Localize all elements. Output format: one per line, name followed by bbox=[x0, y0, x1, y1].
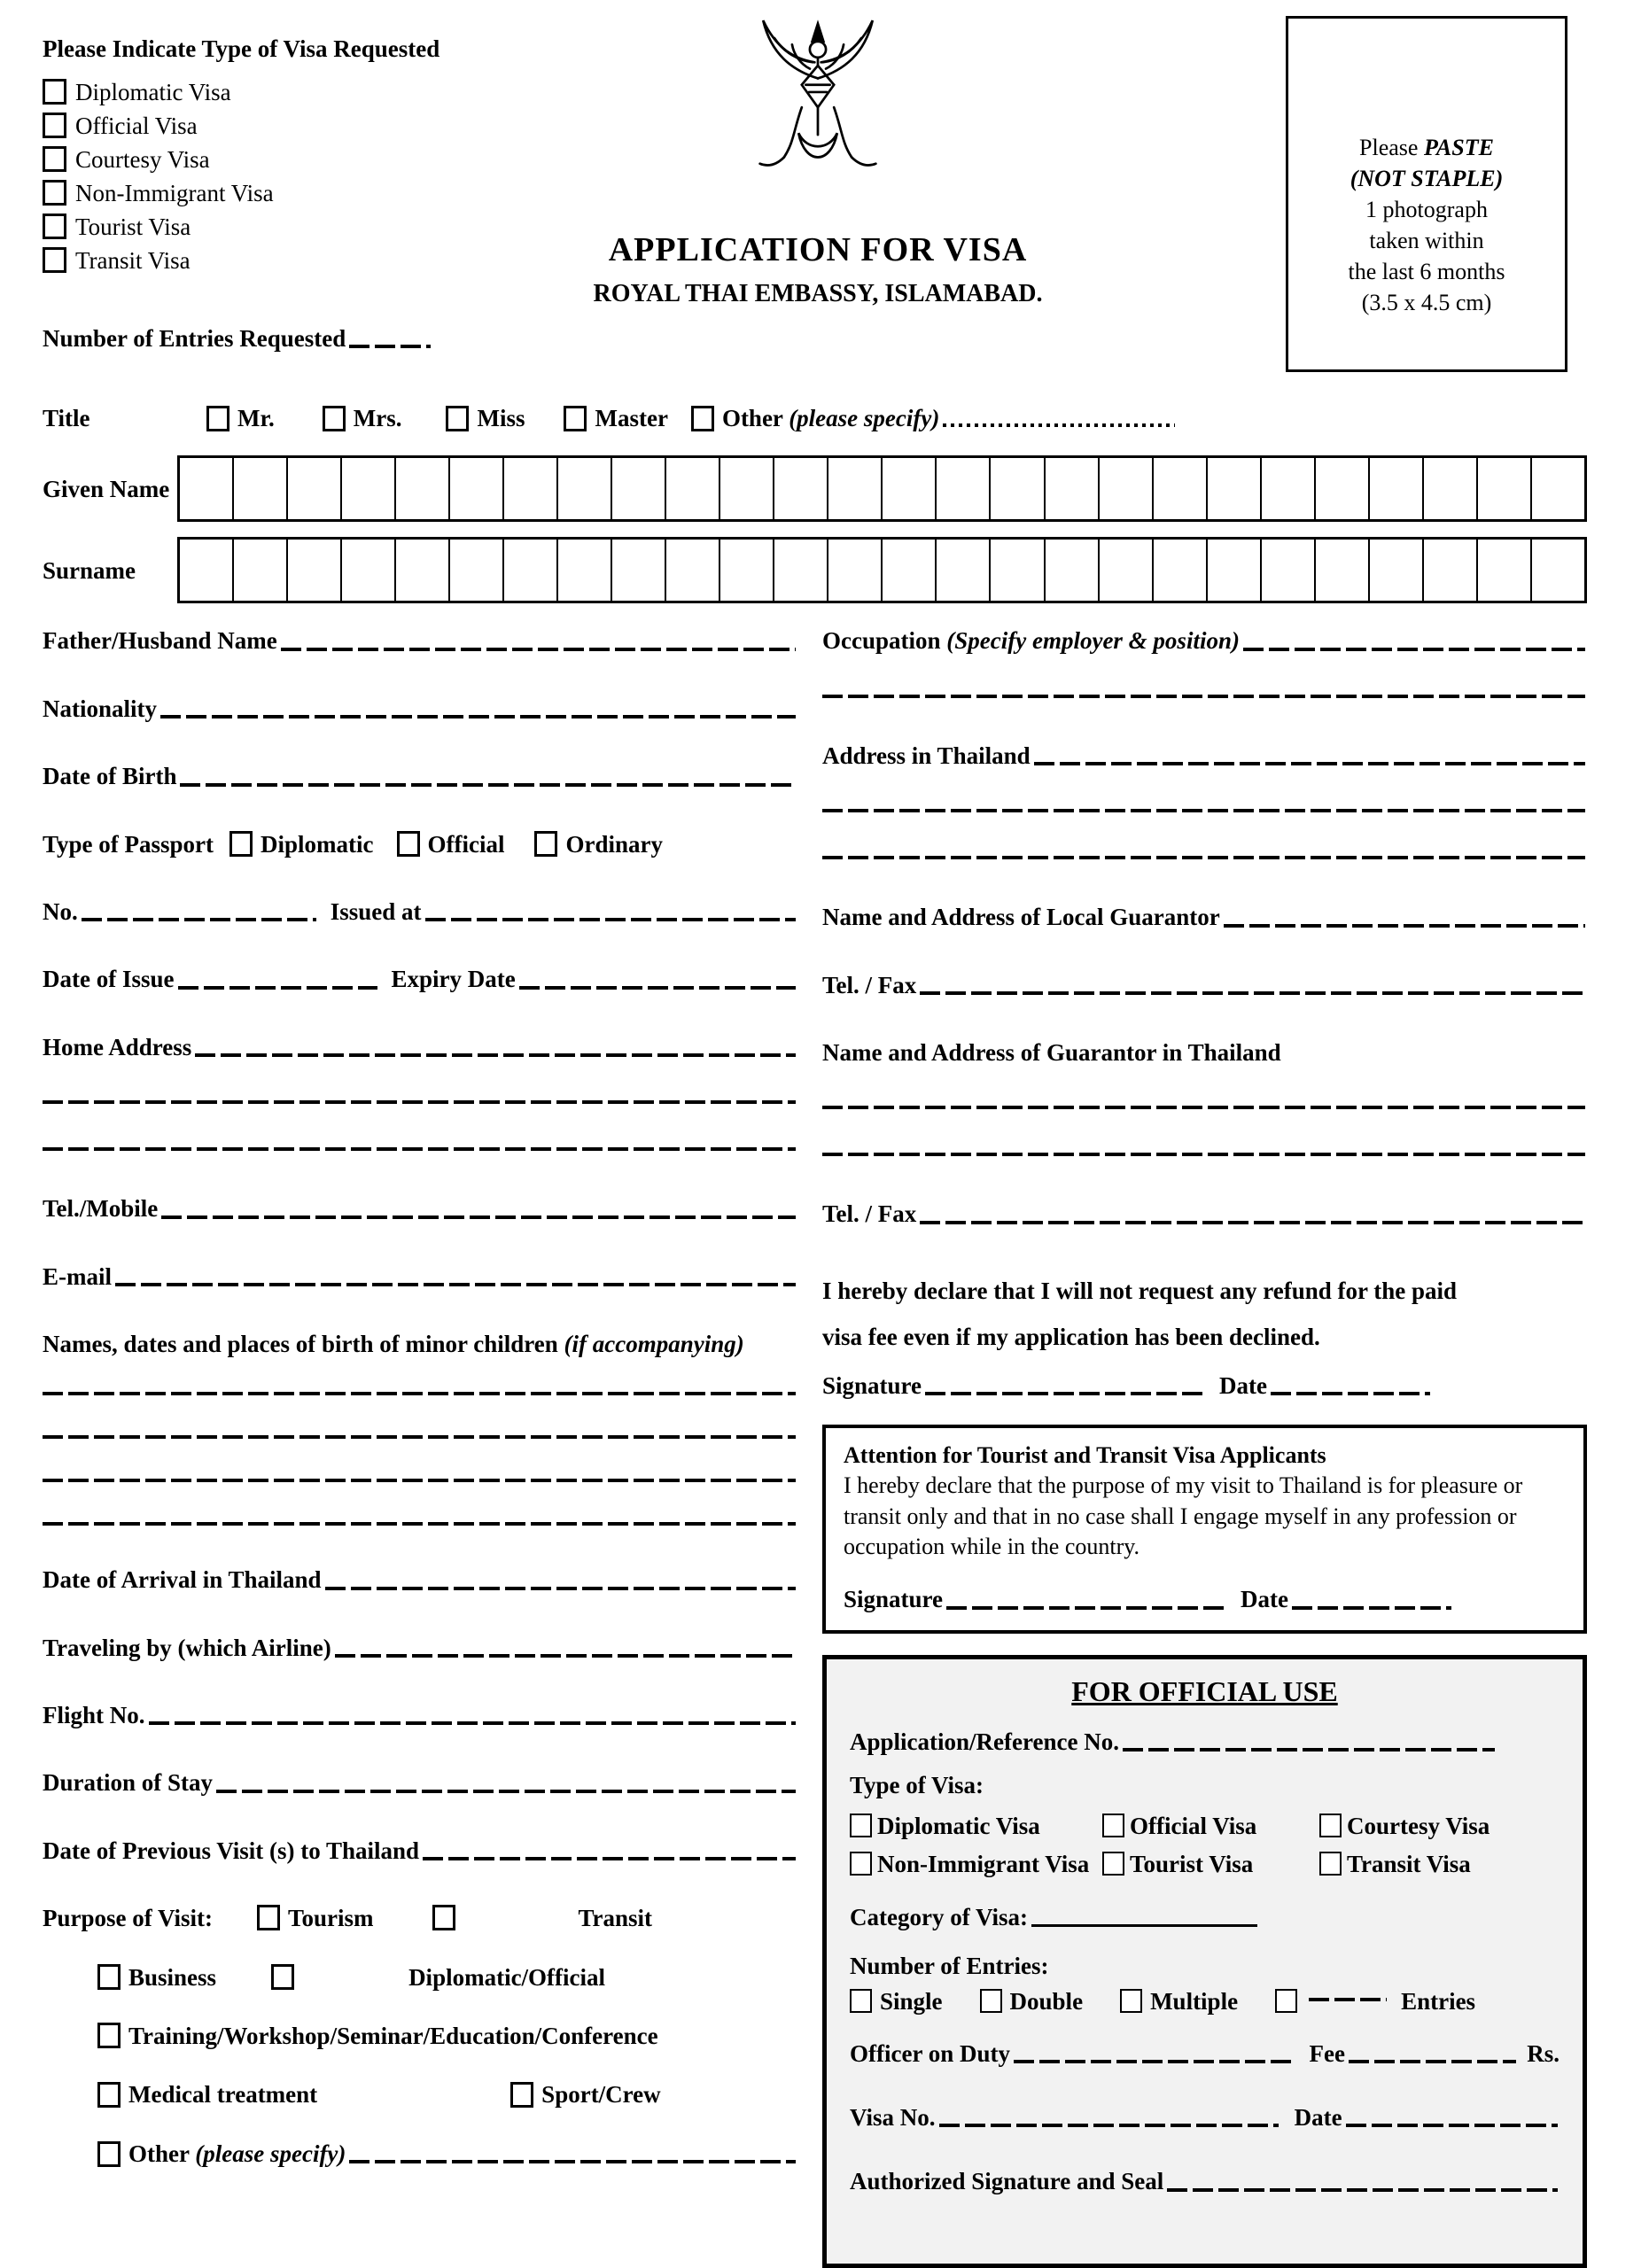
char-box[interactable] bbox=[991, 540, 1045, 601]
char-box[interactable] bbox=[396, 540, 450, 601]
field-visa-no bbox=[850, 2103, 1560, 2132]
char-box[interactable] bbox=[1316, 458, 1370, 519]
previous-visit-line[interactable] bbox=[423, 1857, 796, 1860]
date-of-issue-label: Date of Issue bbox=[43, 966, 175, 993]
visa-type-option-courtesy bbox=[43, 143, 439, 176]
title-mrs-checkbox[interactable] bbox=[323, 406, 346, 431]
field-nationality bbox=[43, 695, 797, 723]
purpose-sport-checkbox[interactable] bbox=[510, 2082, 533, 2108]
photo-instruction-line5: the last 6 months bbox=[1348, 259, 1505, 285]
date-line[interactable] bbox=[1292, 1606, 1451, 1610]
home-address-extra-line bbox=[43, 1147, 797, 1155]
option-label: Courtesy Visa bbox=[75, 145, 210, 173]
date-label: Date bbox=[1294, 2104, 1342, 2132]
field-address-thailand bbox=[822, 742, 1587, 770]
char-box[interactable] bbox=[612, 540, 666, 601]
purpose-row-3 bbox=[43, 2022, 797, 2050]
nationality-label: Nationality bbox=[43, 695, 158, 722]
field-tel-fax-1 bbox=[822, 971, 1587, 999]
passport-diplomatic-label: Diplomatic bbox=[261, 830, 374, 858]
char-box[interactable] bbox=[504, 540, 558, 601]
category-line[interactable] bbox=[1031, 1924, 1257, 1927]
char-box[interactable] bbox=[1208, 458, 1262, 519]
tourist-visa-checkbox[interactable] bbox=[43, 214, 66, 239]
email-label: E-mail bbox=[43, 1262, 112, 1290]
passport-diplomatic-checkbox[interactable] bbox=[229, 831, 253, 857]
right-column bbox=[822, 626, 1587, 2267]
fill-line[interactable] bbox=[822, 856, 1585, 859]
char-box[interactable] bbox=[883, 458, 937, 519]
expiry-date-line[interactable] bbox=[519, 986, 796, 990]
option-label: Single bbox=[880, 1988, 943, 2016]
title-label: Title bbox=[43, 405, 90, 431]
entries-multiple-checkbox[interactable] bbox=[1120, 1989, 1142, 2013]
char-box[interactable] bbox=[1046, 458, 1100, 519]
char-box[interactable] bbox=[558, 458, 612, 519]
field-date-of-birth bbox=[43, 762, 797, 790]
photo-instruction-line6: (3.5 x 4.5 cm) bbox=[1361, 290, 1492, 316]
char-box[interactable] bbox=[1154, 458, 1208, 519]
email-line[interactable] bbox=[115, 1283, 796, 1286]
char-box[interactable] bbox=[1424, 540, 1478, 601]
purpose-diplomatic-checkbox[interactable] bbox=[271, 1964, 294, 1990]
purpose-diplomatic-label: Diplomatic/Official bbox=[408, 1963, 606, 1991]
purpose-training-label: Training/Workshop/Seminar/Education/Conference bbox=[128, 2023, 658, 2050]
official-use-title: FOR OFFICIAL USE bbox=[1071, 1674, 1338, 1707]
photo-instruction-line4: taken within bbox=[1369, 228, 1484, 254]
char-box[interactable] bbox=[991, 458, 1045, 519]
surname-row bbox=[43, 537, 1587, 603]
option-label: Transit Visa bbox=[1347, 1850, 1471, 1877]
children-line bbox=[43, 1479, 797, 1487]
field-application-reference bbox=[850, 1728, 1560, 1756]
visa-type-heading: Please Indicate Type of Visa Requested bbox=[43, 35, 440, 62]
official-use-box bbox=[822, 1655, 1587, 2268]
char-box[interactable] bbox=[1424, 458, 1478, 519]
official-courtesy-checkbox[interactable] bbox=[1319, 1814, 1342, 1837]
field-occupation bbox=[822, 626, 1587, 655]
app-ref-line[interactable] bbox=[1123, 1748, 1495, 1751]
field-previous-visit bbox=[43, 1837, 797, 1865]
visa-date-line[interactable] bbox=[1346, 2124, 1558, 2127]
char-box[interactable] bbox=[1532, 540, 1584, 601]
photo-instruction-line2: (NOT STAPLE) bbox=[1350, 166, 1504, 192]
field-tel-mobile bbox=[43, 1194, 797, 1223]
char-box[interactable] bbox=[1262, 458, 1316, 519]
passport-type-label: Type of Passport bbox=[43, 830, 214, 858]
official-visa-checkbox[interactable] bbox=[43, 113, 66, 138]
purpose-business-label: Business bbox=[128, 1963, 217, 1991]
fill-line[interactable] bbox=[822, 1106, 1585, 1109]
address-thailand-line[interactable] bbox=[1034, 762, 1585, 765]
transit-visa-checkbox[interactable] bbox=[43, 247, 66, 273]
dob-line[interactable] bbox=[180, 783, 796, 787]
char-box[interactable] bbox=[1100, 540, 1154, 601]
char-box[interactable] bbox=[883, 540, 937, 601]
char-box[interactable] bbox=[828, 458, 883, 519]
field-authorized-signature bbox=[850, 2167, 1560, 2195]
option-label: Diplomatic Visa bbox=[75, 78, 231, 105]
entries-single-checkbox[interactable] bbox=[850, 1989, 872, 2013]
char-box[interactable] bbox=[180, 458, 234, 519]
char-box[interactable] bbox=[828, 540, 883, 601]
issued-at-label: Issued at bbox=[330, 897, 422, 925]
guarantor-thailand-heading bbox=[822, 1038, 1587, 1067]
attention-body: I hereby declare that the purpose of my visit to Thailand is for pleasure or transit only and that in no case shall I engage myself in any profession or occupation while in the country. bbox=[844, 1472, 1523, 1560]
tel-fax-label: Tel. / Fax bbox=[822, 1200, 917, 1228]
char-box[interactable] bbox=[774, 458, 828, 519]
tel-mobile-line[interactable] bbox=[161, 1216, 796, 1219]
field-tel-fax-2 bbox=[822, 1200, 1587, 1228]
fill-line[interactable] bbox=[43, 1479, 796, 1482]
declaration-signature-row bbox=[822, 1371, 1587, 1400]
purpose-of-visit-section bbox=[43, 1904, 797, 2168]
officer-line[interactable] bbox=[1014, 2060, 1293, 2063]
purpose-row-1 bbox=[43, 1904, 797, 1932]
option-label: Tourist Visa bbox=[1130, 1850, 1254, 1877]
option-label: Diplomatic Visa bbox=[877, 1813, 1040, 1840]
char-box[interactable] bbox=[937, 540, 991, 601]
signature-label: Signature bbox=[844, 1586, 944, 1613]
char-box[interactable] bbox=[180, 540, 234, 601]
form-subtitle: ROYAL THAI EMBASSY, ISLAMABAD. bbox=[593, 280, 1043, 307]
home-address-extra-line bbox=[43, 1100, 797, 1108]
char-box[interactable] bbox=[1532, 458, 1584, 519]
father-name-line[interactable] bbox=[281, 648, 796, 651]
flight-no-label: Flight No. bbox=[43, 1702, 145, 1729]
field-officer-on-duty bbox=[850, 2039, 1560, 2068]
attention-box bbox=[822, 1425, 1587, 1633]
arrival-date-label: Date of Arrival in Thailand bbox=[43, 1566, 322, 1594]
guarantor-thailand-label: Name and Address of Guarantor in Thailand bbox=[822, 1038, 1281, 1066]
occupation-label: Occupation (Specify employer & position) bbox=[822, 627, 1240, 655]
title-miss-label: Miss bbox=[477, 405, 525, 431]
purpose-other-label: Other (please specify) bbox=[128, 2140, 346, 2167]
form-header bbox=[43, 12, 1587, 395]
purpose-tourism-label: Tourism bbox=[288, 1905, 374, 1932]
home-address-label: Home Address bbox=[43, 1033, 192, 1060]
address-extra-line bbox=[822, 856, 1587, 864]
official-official-checkbox[interactable] bbox=[1102, 1814, 1124, 1837]
char-box[interactable] bbox=[1046, 540, 1100, 601]
field-flight-no bbox=[43, 1701, 797, 1729]
field-airline bbox=[43, 1634, 797, 1662]
given-name-label: Given Name bbox=[43, 475, 170, 502]
tel-fax-label: Tel. / Fax bbox=[822, 971, 917, 998]
char-box[interactable] bbox=[612, 458, 666, 519]
purpose-label: Purpose of Visit: bbox=[43, 1905, 213, 1932]
children-line bbox=[43, 1392, 797, 1400]
passport-no-line[interactable] bbox=[82, 918, 316, 921]
courtesy-visa-checkbox[interactable] bbox=[43, 146, 66, 172]
fill-line[interactable] bbox=[822, 1153, 1585, 1156]
category-label: Category of Visa: bbox=[850, 1903, 1028, 1930]
entries-options-row bbox=[850, 1987, 1560, 2016]
option-label: Official Visa bbox=[1130, 1813, 1257, 1840]
declaration-line2: visa fee even if my application has been declined. bbox=[822, 1324, 1320, 1351]
char-box[interactable] bbox=[666, 540, 720, 601]
official-tourist-checkbox[interactable] bbox=[1102, 1852, 1124, 1876]
previous-visit-label: Date of Previous Visit (s) to Thailand bbox=[43, 1837, 420, 1864]
visa-type-section bbox=[43, 35, 439, 277]
passport-ordinary-label: Ordinary bbox=[565, 830, 663, 858]
visa-type-option-diplomatic bbox=[43, 75, 439, 109]
purpose-other-checkbox[interactable] bbox=[97, 2141, 121, 2167]
flight-no-line[interactable] bbox=[149, 1721, 796, 1725]
form-title: APPLICATION FOR VISA bbox=[608, 231, 1028, 268]
purpose-transit-checkbox[interactable] bbox=[432, 1905, 455, 1930]
fill-line[interactable] bbox=[43, 1392, 796, 1395]
visa-type-option-tourist bbox=[43, 210, 439, 244]
field-category-of-visa bbox=[850, 1903, 1560, 1931]
signature-label: Signature bbox=[822, 1372, 922, 1400]
form-body bbox=[43, 626, 1587, 2267]
field-issue-expiry bbox=[43, 965, 797, 993]
title-mrs-label: Mrs. bbox=[353, 405, 402, 431]
passport-official-checkbox[interactable] bbox=[397, 831, 420, 857]
title-mr-checkbox[interactable] bbox=[206, 406, 229, 431]
attention-title: Attention for Tourist and Transit Visa Applicants bbox=[844, 1442, 1326, 1469]
char-box[interactable] bbox=[234, 458, 288, 519]
entries-requested-line[interactable] bbox=[349, 345, 431, 348]
fee-label: Fee bbox=[1309, 2039, 1345, 2067]
photo-instruction-line3: 1 photograph bbox=[1365, 197, 1488, 223]
fill-line[interactable] bbox=[43, 1100, 796, 1104]
address-extra-line bbox=[822, 809, 1587, 817]
entries-requested-label: Number of Entries Requested bbox=[43, 325, 346, 352]
purpose-medical-checkbox[interactable] bbox=[97, 2082, 121, 2108]
local-guarantor-line[interactable] bbox=[1224, 924, 1585, 928]
airline-label: Traveling by (which Airline) bbox=[43, 1634, 331, 1661]
fee-line[interactable] bbox=[1349, 2060, 1516, 2063]
photo-paste-box bbox=[1286, 16, 1567, 372]
left-column bbox=[43, 626, 822, 2267]
title-other-label: Other (please specify) bbox=[721, 405, 940, 431]
officer-label: Officer on Duty bbox=[850, 2039, 1010, 2067]
fill-line[interactable] bbox=[822, 809, 1585, 812]
diplomatic-visa-checkbox[interactable] bbox=[43, 79, 66, 105]
visa-no-line[interactable] bbox=[939, 2124, 1279, 2127]
purpose-sport-label: Sport/Crew bbox=[541, 2081, 661, 2109]
surname-label: Surname bbox=[43, 556, 136, 584]
father-name-label: Father/Husband Name bbox=[43, 627, 277, 655]
minor-children-lines bbox=[43, 1392, 797, 1530]
dob-label: Date of Birth bbox=[43, 763, 177, 790]
option-label: Non-Immigrant Visa bbox=[877, 1850, 1090, 1877]
address-thailand-label: Address in Thailand bbox=[822, 742, 1031, 769]
passport-no-label: No. bbox=[43, 897, 78, 925]
authorized-signature-line[interactable] bbox=[1167, 2188, 1558, 2192]
visa-type-option-transit bbox=[43, 244, 439, 277]
field-email bbox=[43, 1262, 797, 1291]
visa-type-option-official bbox=[43, 109, 439, 143]
official-transit-checkbox[interactable] bbox=[1319, 1852, 1342, 1876]
home-address-line[interactable] bbox=[195, 1053, 796, 1057]
app-ref-label: Application/Reference No. bbox=[850, 1728, 1119, 1755]
option-label: Official Visa bbox=[75, 112, 198, 139]
tel-mobile-label: Tel./Mobile bbox=[43, 1195, 159, 1223]
attention-signature-row bbox=[844, 1585, 1566, 1613]
title-other-line[interactable] bbox=[943, 423, 1175, 427]
purpose-row-other bbox=[43, 2140, 797, 2168]
passport-official-label: Official bbox=[427, 830, 505, 858]
fill-line[interactable] bbox=[822, 695, 1585, 698]
purpose-transit-label: Transit bbox=[578, 1905, 653, 1932]
char-box[interactable] bbox=[288, 458, 342, 519]
char-box[interactable] bbox=[1208, 540, 1262, 601]
purpose-row-2 bbox=[43, 1963, 797, 1992]
type-of-visa-label: Type of Visa: bbox=[850, 1772, 984, 1799]
embassy-header bbox=[525, 12, 1110, 308]
field-local-guarantor bbox=[822, 903, 1587, 931]
date-label: Date bbox=[1241, 1586, 1289, 1613]
char-box[interactable] bbox=[1370, 540, 1424, 601]
refund-declaration bbox=[822, 1268, 1587, 1361]
surname-boxes[interactable] bbox=[177, 537, 1587, 603]
entries-count-line[interactable] bbox=[1309, 1998, 1387, 2001]
title-miss-checkbox[interactable] bbox=[446, 406, 469, 431]
fill-line[interactable] bbox=[43, 1435, 796, 1439]
purpose-row-4 bbox=[43, 2080, 797, 2109]
date-label: Date bbox=[1219, 1372, 1268, 1400]
option-label: Multiple bbox=[1150, 1988, 1239, 2016]
occupation-extra-line bbox=[822, 695, 1587, 703]
signature-line[interactable] bbox=[946, 1606, 1228, 1610]
guarantor-line bbox=[822, 1153, 1587, 1161]
passport-ordinary-checkbox[interactable] bbox=[534, 831, 557, 857]
fill-line[interactable] bbox=[43, 1522, 796, 1526]
char-box[interactable] bbox=[450, 458, 504, 519]
entries-other-checkbox[interactable] bbox=[1275, 1989, 1297, 2013]
garuda-emblem-icon bbox=[525, 12, 1110, 207]
char-box[interactable] bbox=[234, 540, 288, 601]
char-box[interactable] bbox=[666, 458, 720, 519]
occupation-line[interactable] bbox=[1243, 648, 1585, 651]
char-box[interactable] bbox=[1100, 458, 1154, 519]
entries-requested-row bbox=[43, 324, 486, 353]
fill-line[interactable] bbox=[43, 1147, 796, 1151]
children-line bbox=[43, 1522, 797, 1530]
char-box[interactable] bbox=[937, 458, 991, 519]
title-master-label: Master bbox=[595, 405, 668, 431]
purpose-tourism-checkbox[interactable] bbox=[257, 1905, 280, 1930]
visa-no-label: Visa No. bbox=[850, 2104, 936, 2132]
guarantor-line bbox=[822, 1106, 1587, 1114]
issued-at-line[interactable] bbox=[425, 918, 796, 921]
char-box[interactable] bbox=[396, 458, 450, 519]
option-label: Courtesy Visa bbox=[1347, 1813, 1490, 1840]
arrival-date-line[interactable] bbox=[325, 1587, 796, 1590]
purpose-business-checkbox[interactable] bbox=[97, 1964, 121, 1990]
char-box[interactable] bbox=[342, 540, 396, 601]
airline-line[interactable] bbox=[335, 1654, 796, 1658]
authorized-signature-label: Authorized Signature and Seal bbox=[850, 2168, 1164, 2195]
expiry-date-label: Expiry Date bbox=[391, 966, 516, 993]
photo-instruction-line1: Please PASTE bbox=[1359, 135, 1494, 160]
char-box[interactable] bbox=[558, 540, 612, 601]
tel-fax-line[interactable] bbox=[920, 1221, 1585, 1224]
duration-line[interactable] bbox=[216, 1790, 796, 1793]
rs-label: Rs. bbox=[1527, 2039, 1560, 2067]
minor-children-section bbox=[43, 1330, 797, 1530]
tel-fax-line[interactable] bbox=[920, 991, 1585, 995]
title-master-checkbox[interactable] bbox=[564, 406, 587, 431]
char-box[interactable] bbox=[1154, 540, 1208, 601]
char-box[interactable] bbox=[1478, 540, 1532, 601]
char-box[interactable] bbox=[450, 540, 504, 601]
option-label: Non-Immigrant Visa bbox=[75, 179, 274, 206]
char-box[interactable] bbox=[774, 540, 828, 601]
official-diplomatic-checkbox[interactable] bbox=[850, 1814, 872, 1837]
local-guarantor-label: Name and Address of Local Guarantor bbox=[822, 904, 1220, 931]
field-passport-type bbox=[43, 830, 797, 858]
date-line[interactable] bbox=[1271, 1392, 1430, 1395]
given-name-boxes[interactable] bbox=[177, 455, 1587, 522]
char-box[interactable] bbox=[1316, 540, 1370, 601]
official-non-immigrant-checkbox[interactable] bbox=[850, 1852, 872, 1876]
non-immigrant-visa-checkbox[interactable] bbox=[43, 180, 66, 206]
option-label: Tourist Visa bbox=[75, 213, 191, 240]
char-box[interactable] bbox=[720, 540, 774, 601]
entries-double-checkbox[interactable] bbox=[980, 1989, 1002, 2013]
signature-line[interactable] bbox=[925, 1392, 1207, 1395]
option-label: Transit Visa bbox=[75, 246, 191, 274]
field-duration-of-stay bbox=[43, 1768, 797, 1797]
given-name-row bbox=[43, 455, 1587, 522]
official-visa-row-2 bbox=[850, 1850, 1560, 1878]
char-box[interactable] bbox=[1370, 458, 1424, 519]
field-father-husband-name bbox=[43, 626, 797, 655]
char-box[interactable] bbox=[1262, 540, 1316, 601]
char-box[interactable] bbox=[288, 540, 342, 601]
purpose-other-line[interactable] bbox=[349, 2160, 796, 2163]
children-line bbox=[43, 1435, 797, 1443]
visa-type-option-non-immigrant bbox=[43, 176, 439, 210]
entries-suffix-label: Entries bbox=[1401, 1988, 1476, 2016]
number-of-entries-label: Number of Entries: bbox=[850, 1953, 1049, 1980]
title-other-checkbox[interactable] bbox=[691, 406, 714, 431]
duration-label: Duration of Stay bbox=[43, 1769, 214, 1797]
declaration-line1: I hereby declare that I will not request any refund for the paid bbox=[822, 1277, 1458, 1304]
char-box[interactable] bbox=[1478, 458, 1532, 519]
char-box[interactable] bbox=[342, 458, 396, 519]
field-arrival-date bbox=[43, 1565, 797, 1594]
purpose-training-checkbox[interactable] bbox=[97, 2023, 121, 2048]
option-label: Double bbox=[1009, 1988, 1084, 2016]
minor-children-label: Names, dates and places of birth of minor children (if accompanying) bbox=[43, 1330, 744, 1357]
title-row bbox=[43, 404, 1587, 432]
char-box[interactable] bbox=[720, 458, 774, 519]
date-of-issue-line[interactable] bbox=[178, 986, 377, 990]
field-passport-no-issued bbox=[43, 897, 797, 926]
nationality-line[interactable] bbox=[160, 715, 796, 718]
official-visa-row-1 bbox=[850, 1812, 1560, 1840]
title-mr-label: Mr. bbox=[237, 405, 275, 431]
purpose-medical-label: Medical treatment bbox=[128, 2081, 318, 2109]
char-box[interactable] bbox=[504, 458, 558, 519]
field-home-address bbox=[43, 1033, 797, 1061]
